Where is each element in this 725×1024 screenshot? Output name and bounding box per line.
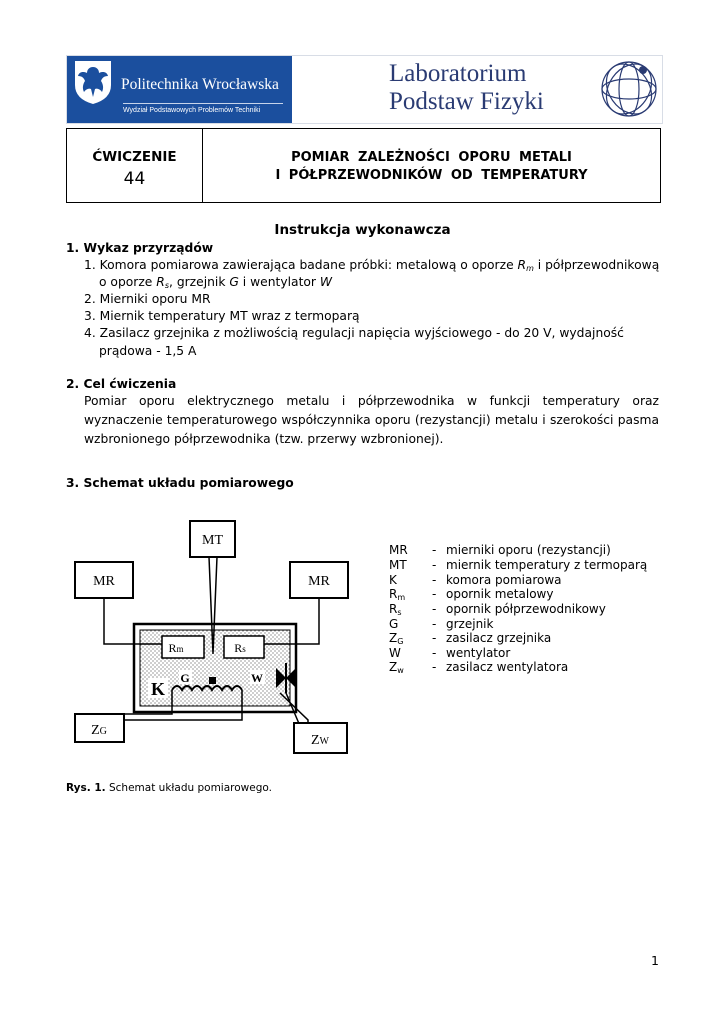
mr-right-label: MR [308,574,330,589]
item1-text-b: i półprzewodnikową [533,258,660,272]
legend-key-zw: $Z_w$ [389,660,404,675]
legend-key-mt: MT [389,558,407,572]
rs-label: Rs [234,641,246,655]
legend-value-rm: opornik metalowy [446,587,554,601]
legend-dash: - [432,573,437,587]
mr-left-label: MR [93,574,115,589]
caption-text: Schemat układu pomiarowego. [105,782,272,794]
exercise-title-line1: POMIAR ZALEŻNOŚCI OPORU METALI [291,150,572,165]
chamber-label: K [150,679,166,699]
section2-heading: 2. Cel ćwiczenia [66,377,177,391]
rm-subscript: m [526,264,534,273]
legend-value-mt: miernik temperatury z termoparą [446,558,648,572]
heater-label: G [180,671,190,685]
legend-value-rs: opornik półprzewodnikowy [446,602,606,616]
department-name: Wydział Podstawowych Problemów Techniki [123,107,261,114]
equipment-item-2: 2. Mierniki oporu MR [84,292,211,306]
physics-globe-logo-icon [599,58,659,120]
legend-value-zw: zasilacz wentylatora [446,660,569,674]
legend-value-k: komora pomiarowa [446,573,562,587]
zw-label: ZW [310,733,330,748]
sensor-block [209,677,216,684]
university-block [67,56,292,123]
legend-key-k: K [389,573,397,587]
page-title: Instrukcja wykonawcza [274,222,451,238]
section1-heading: 1. Wykaz przyrządów [66,241,214,255]
caption-label: Rys. 1. [66,782,106,794]
legend-dash: - [432,587,437,601]
rs-symbol: R [156,275,165,289]
equipment-item-4-cont: prądowa - 1,5 A [99,344,197,358]
item1-text-e: i wentylator [238,275,320,289]
goal-paragraph [84,392,659,449]
lab-title-line2: Podstaw Fizyki [389,88,544,115]
legend-value-g: grzejnik [446,617,494,631]
university-eagle-logo-icon [73,59,113,105]
fan-label: W [251,671,263,685]
legend-dash: - [432,602,437,616]
lab-title-line1: Laboratorium [389,60,527,87]
legend-key-rm: $R_m$ [389,587,406,602]
legend-key-zg: $Z_G$ [389,631,404,646]
exercise-title-line2: I PÓŁPRZEWODNIKÓW OD TEMPERATURY [275,168,588,183]
figure-caption [66,782,272,794]
goal-line-2: wyznaczenie temperaturowego współczynnika oporu (rezystancji) metalu i szerokości pasma [84,413,659,427]
legend-key-rs: $R_s$ [389,602,402,617]
zg-label: ZG [91,723,107,738]
legend-dash: - [432,543,437,557]
legend-key-g: G [389,617,399,631]
legend-dash: - [432,558,437,572]
goal-line-1: Pomiar oporu elektrycznego metalu i półprzewodnika w funkcji temperatury oraz [84,394,659,408]
legend-dash: - [432,617,437,631]
legend-value-w: wentylator [446,646,511,660]
section3-heading: 3. Schemat układu pomiarowego [66,476,294,490]
exercise-label: ĆWICZENIE [92,149,177,165]
rs-subscript: s [164,281,169,290]
rm-label: Rm [168,641,184,655]
divider [123,103,283,104]
exercise-header-table [66,128,661,203]
legend-value-zg: zasilacz grzejnika [446,631,552,645]
g-symbol: G [229,275,239,289]
legend-key-w: W [389,646,401,660]
university-name: Politechnika Wrocławska [121,76,279,93]
item1-text-c: o oporze [99,275,157,289]
page-number: 1 [651,953,659,968]
goal-line-3: wzbronionego półprzewodnika (tzw. przerwy wzbronionej). [84,432,444,446]
item1-text-a: 1. Komora pomiarowa zawierająca badane próbki: metalową o oporze [84,258,518,272]
legend-value-mr: mierniki oporu (rezystancji) [446,543,611,557]
table-divider [202,129,203,202]
exercise-number: 44 [123,169,146,189]
mt-label: MT [202,533,223,548]
legend-dash: - [432,631,437,645]
legend-dash: - [432,646,437,660]
legend-key-mr: MR [389,543,408,557]
legend-dash: - [432,660,437,674]
header-banner [66,55,663,124]
measurement-circuit-diagram [66,518,366,758]
item1-text-d: , grzejnik [169,275,230,289]
w-symbol: W [319,275,333,289]
equipment-item-3: 3. Miernik temperatury MT wraz z termoparą [84,309,360,323]
equipment-item-4: 4. Zasilacz grzejnika z możliwością regulacji napięcia wyjściowego - do 20 V, wydajność [84,326,624,340]
rm-symbol: R [517,258,527,272]
